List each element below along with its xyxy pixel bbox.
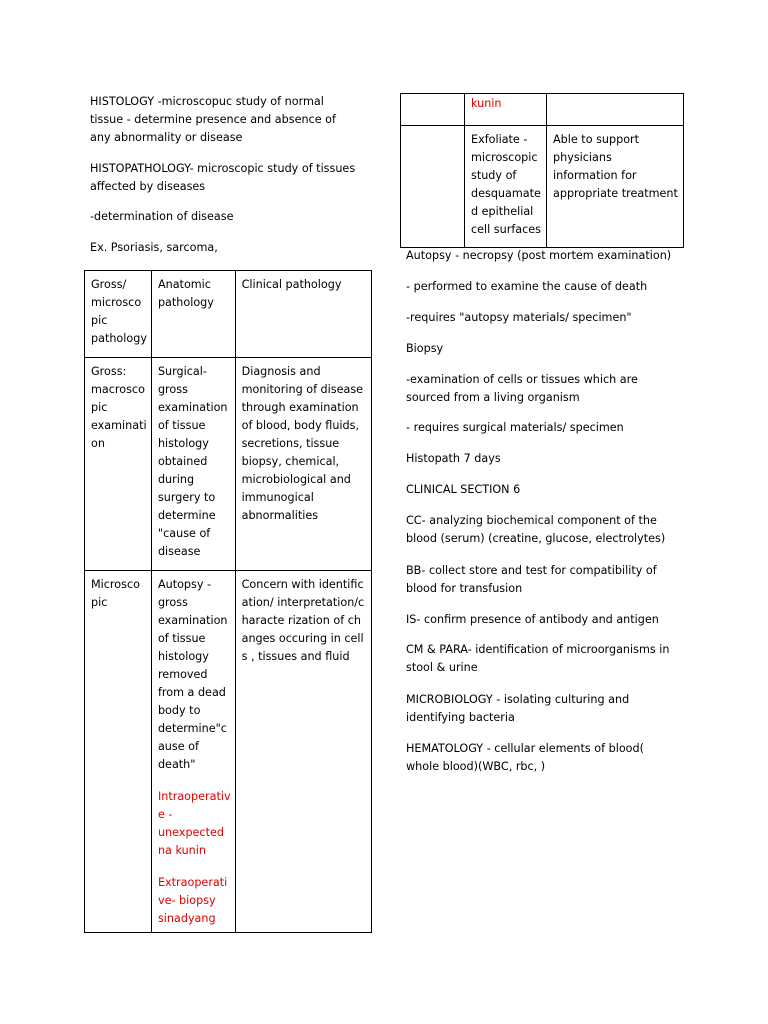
biopsy-requirement: - requires surgical materials/ specimen [406, 421, 624, 434]
table-cell: Gross/ microsco pic pathology [85, 271, 152, 358]
table-cell: Concern with identification/ interpretation/characte rization of changes occuring in cells , tissues and fluid [235, 571, 371, 933]
table-cell: Surgical- gross examination of tissue histology obtained during surgery to determine "cause of disease [151, 358, 235, 571]
intraoperative-note: Intraoperativ e - unexpected na kunin [157, 790, 231, 857]
table-cell: Anatomic pathology [151, 271, 235, 358]
table-cell: Exfoliate - microscopic study of desquamate d epithelial cell surfaces [465, 126, 547, 248]
table-cell [151, 571, 235, 933]
biopsy-heading: Biopsy [406, 342, 444, 355]
biopsy-definition: -examination of cells or tissues which are sourced from a living organism [406, 373, 638, 404]
autopsy-definition: Autopsy - necropsy (post mortem examination) [406, 249, 672, 262]
histology-definition: HISTOLOGY -microscopuc study of normal tissue - determine presence and absence of any abnormality or disease [90, 95, 336, 144]
table-cell: Diagnosis and monitoring of disease through examination of blood, body fluids, secretions, tissue biopsy, chemical, microbiological and immunogical abnormalities [235, 358, 371, 571]
cm-para-definition: CM & PARA- identification of microorganisms in stool & urine [406, 643, 670, 674]
microbiology-definition: MICROBIOLOGY - isolating culturing and identifying bacteria [406, 693, 630, 724]
pathology-table [84, 270, 372, 933]
table-cell [401, 126, 465, 248]
table-row [401, 94, 684, 126]
histopath-days: Histopath 7 days [406, 452, 501, 465]
table-cell: Able to support physicians information for appropriate treatment [547, 126, 684, 248]
autopsy-requirement: -requires "autopsy materials/ specimen" [406, 311, 632, 324]
extraoperative-note: Extraoperati ve- biopsy sinadyang [157, 876, 228, 925]
table-row [401, 126, 684, 248]
table-row [85, 571, 372, 933]
hematology-definition: HEMATOLOGY - cellular elements of blood( whole blood)(WBC, rbc, ) [406, 742, 644, 773]
cc-definition: CC- analyzing biochemical component of the blood (serum) (creatine, glucose, electrolytes) [406, 514, 666, 545]
clinical-section-heading: CLINICAL SECTION 6 [406, 483, 521, 496]
histopathology-definition: HISTOPATHOLOGY- microscopic study of tissues affected by diseases [90, 162, 356, 193]
examples-note: Ex. Psoriasis, sarcoma, [90, 241, 218, 254]
table-cell: Gross: macrosco pic examinati on [85, 358, 152, 571]
determination-note: -determination of disease [90, 210, 234, 223]
specimen-table [400, 93, 684, 248]
autopsy-entry: Autopsy - gross examination of tissue histology removed from a dead body to determine"c ause of death" [157, 578, 228, 771]
table-cell [547, 94, 684, 126]
bb-definition: BB- collect store and test for compatibility of blood for transfusion [406, 564, 657, 595]
autopsy-purpose: - performed to examine the cause of death [406, 280, 648, 293]
table-cell: Clinical pathology [235, 271, 371, 358]
table-cell: kunin [465, 94, 547, 126]
is-definition: IS- confirm presence of antibody and antigen [406, 613, 659, 626]
table-header-row [85, 271, 372, 358]
table-row [85, 358, 372, 571]
table-cell: Microsco pic [85, 571, 152, 933]
table-cell [401, 94, 465, 126]
